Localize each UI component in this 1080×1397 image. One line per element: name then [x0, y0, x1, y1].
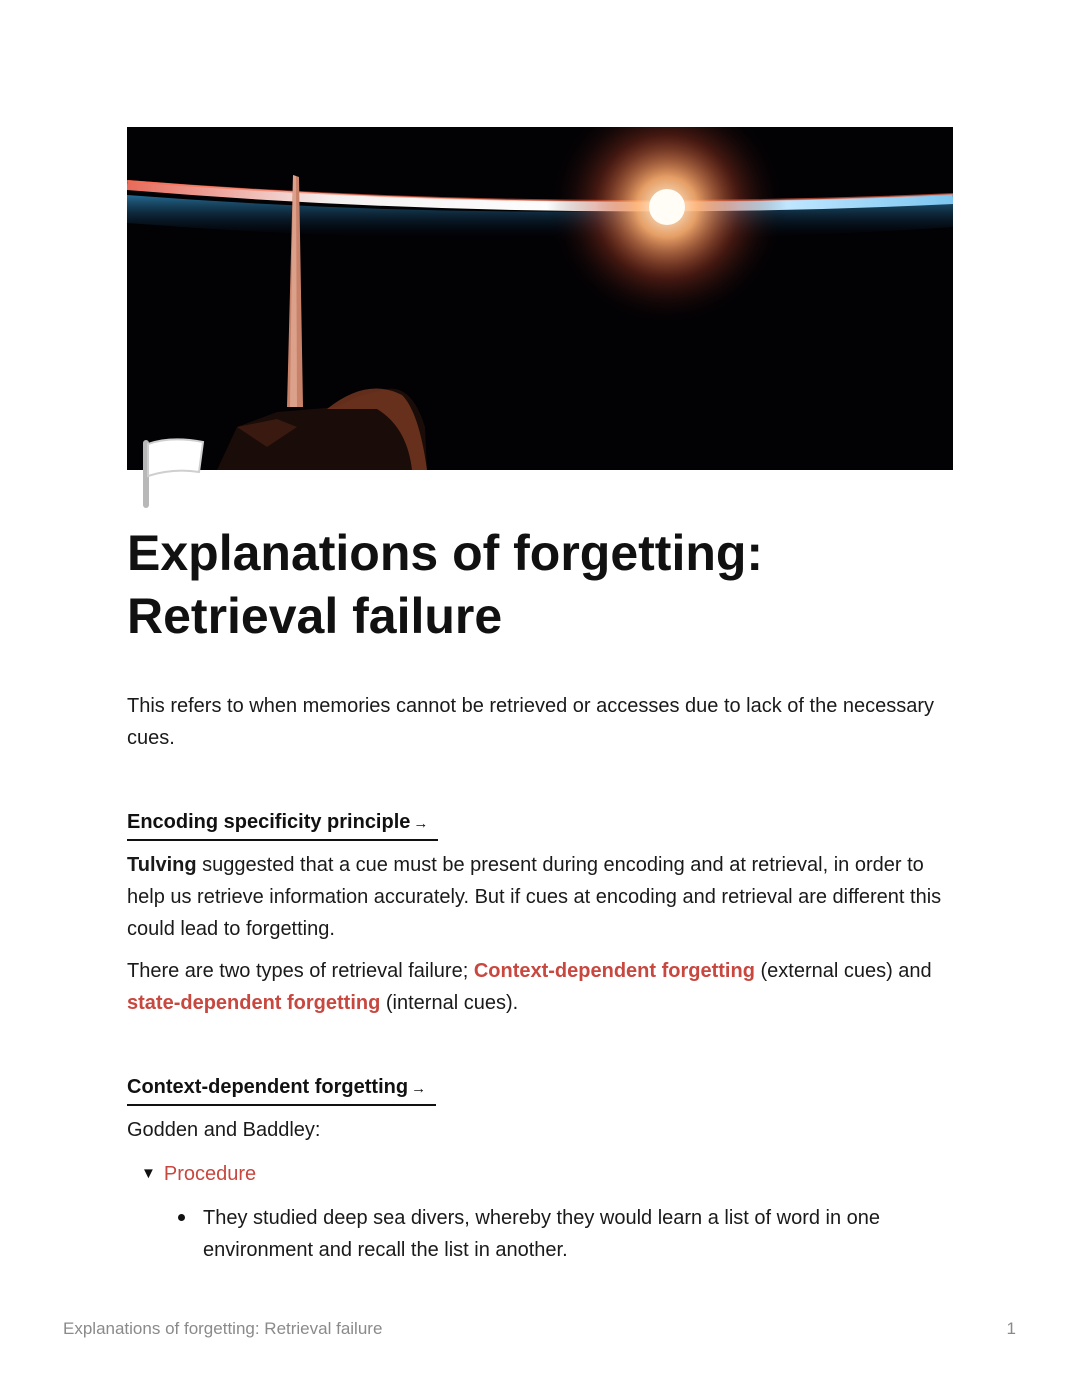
procedure-bullet: They studied deep sea divers, whereby they would learn a list of word in one environment and recall the list in another. — [203, 1207, 881, 1261]
state-dependent-link: state-dependent forgetting — [127, 992, 381, 1014]
triangle-down-icon: ▼ — [141, 1165, 156, 1182]
tulving-paragraph — [127, 849, 953, 945]
cover-image — [127, 127, 953, 470]
types-text-c: (internal cues). — [380, 992, 519, 1014]
tulving-text: suggested that a cue must be present during encoding and at retrieval, in order to help us retrieve information accurately. But if cues at encoding and retrieval are different this could lead to forgetting. — [127, 854, 942, 940]
arrow-icon: → — [411, 1080, 427, 1097]
types-paragraph — [127, 955, 953, 1019]
researchers-text: Godden and Baddley: — [127, 1119, 321, 1141]
encoding-heading-label: Encoding specificity principle — [127, 811, 411, 833]
arrow-icon: → — [413, 815, 429, 832]
page-number: 1 — [1006, 1319, 1016, 1338]
intro-paragraph: This refers to when memories cannot be retrieved or accesses due to lack of the necessary cues. — [127, 695, 935, 749]
toggle-label: Procedure — [163, 1163, 257, 1185]
encoding-heading[interactable] — [127, 808, 438, 841]
context-heading[interactable] — [127, 1073, 436, 1106]
tulving-name: Tulving — [127, 854, 197, 876]
types-text-a: There are two types of retrieval failure; — [127, 960, 474, 982]
procedure-toggle[interactable] — [141, 1159, 256, 1191]
page-title: Explanations of forgetting: Retrieval failure — [127, 525, 764, 644]
context-dependent-link: Context-dependent forgetting — [473, 960, 755, 982]
context-heading-label: Context-dependent forgetting — [127, 1076, 409, 1098]
bullet-icon — [178, 1214, 185, 1221]
white-flag-icon — [133, 432, 213, 512]
types-text-b: (external cues) and — [754, 960, 932, 982]
footer-title: Explanations of forgetting: Retrieval failure — [63, 1319, 383, 1338]
